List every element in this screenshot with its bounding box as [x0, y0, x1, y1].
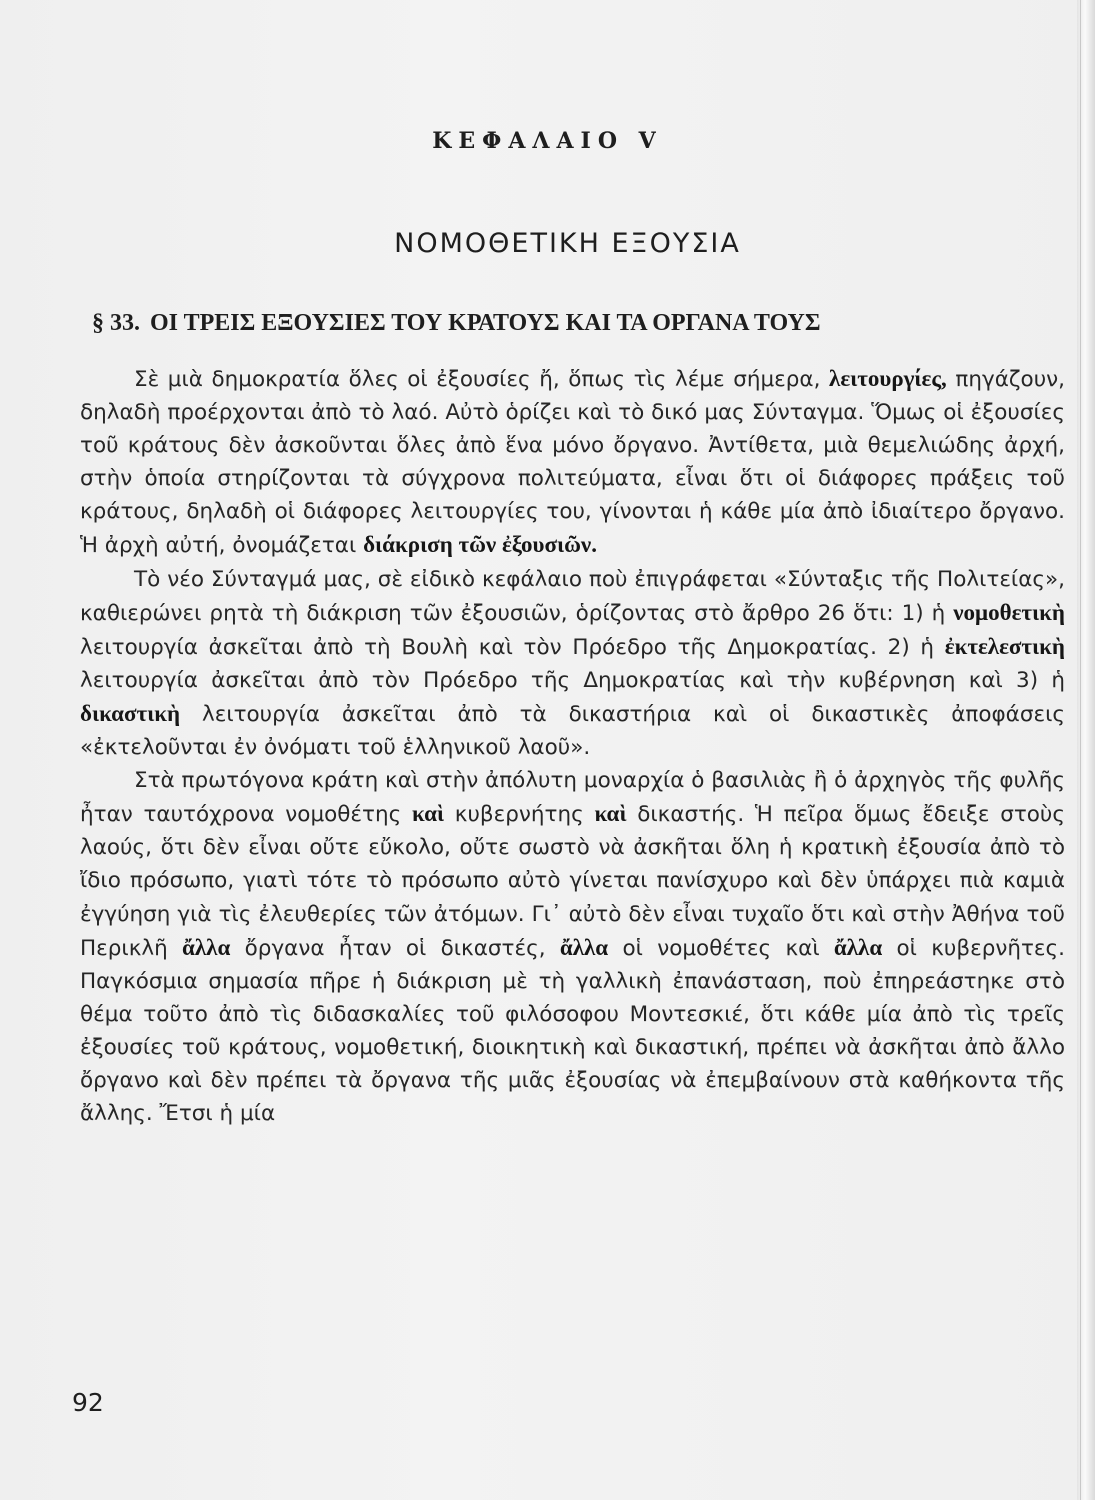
term-leitourgies: λειτουργίες, [829, 366, 947, 391]
paragraph-3-text-4: ὄργανα ἦταν οἱ δικαστές, [230, 935, 560, 961]
paragraph-2-text-1: Τὸ νέο Σύνταγμά μας, σὲ εἰδικὸ κεφάλαιο ποὺ ἐπιγράφεται «Σύνταξις τῆς Πολιτείας», καθιερώνει ρητὰ τὴ διάκριση τῶν ἐξουσιῶν, ὁρίζοντας στὸ ἄρθρο 26 ὅτι: 1) ἡ [80, 566, 1065, 626]
paragraph-3-text-6: οἱ κυβερνῆτες. Παγκόσμια σημασία πῆρε ἡ διάκριση μὲ τὴ γαλλικὴ ἐπανάσταση, ποὺ ἐπηρεάστηκε στὸ θέμα τοῦτο ἀπὸ τὶς διδασκαλίες τοῦ φιλόσοφου Μοντεσκιέ, ὅτι κάθε μία ἀπὸ τὶς τρεῖς ἐξουσίες τοῦ κράτους, νομοθετική, διοικητικὴ καὶ δικαστική, πρέπει νὰ ἀσκῆται ἀπὸ ἄλλο ὄργανο καὶ δὲν πρέπει τὰ ὄργανα τῆς μιᾶς ἐξουσίας νὰ ἐπεμβαίνουν στὰ καθήκοντα τῆς ἄλλης. Ἔτσι ἡ μία [80, 935, 1065, 1127]
term-nomothetiki: νομοθετικὴ [953, 599, 1065, 625]
paragraph-3-text-5: οἱ νομοθέτες καὶ [608, 935, 834, 961]
term-dikastiki: δικαστικὴ [80, 700, 181, 726]
body-text [80, 362, 1065, 1130]
term-ektelestiki: ἐκτελεστικὴ [944, 633, 1065, 659]
term-diakrisi-exousion: διάκριση τῶν ἐξουσιῶν. [363, 532, 597, 558]
term-kai-1: καὶ [411, 801, 445, 827]
term-alla-1: ἄλλα [182, 934, 231, 960]
paragraph-2 [80, 563, 1065, 765]
chapter-title: ΝΟΜΟΘΕΤΙΚΗ ΕΞΟΥΣΙΑ [394, 228, 741, 259]
paragraph-1-text-2: πηγάζουν, δηλαδὴ προέρχονται ἀπὸ τὸ λαό. Αὐτὸ ὁρίζει καὶ τὸ δικό μας Σύνταγμα. Ὅμως οἱ ἐξουσίες τοῦ κράτους δὲν ἀσκοῦνται ὅλες ἀπὸ ἕνα μόνο ὄργανο. Ἀντίθετα, μιὰ θεμελιώδης ἀρχή, στὴν ὁποία στηρίζονται τὰ σύγχρονα πολιτεύματα, εἶναι ὅτι οἱ διάφορες πράξεις τοῦ κράτους, δηλαδὴ οἱ διάφορες λειτουργίες του, γίνονται ἡ κάθε μία ἀπὸ ἰδιαίτερο ὄργανο. Ἡ ἀρχὴ αὐτή, ὀνομάζεται [80, 367, 1065, 559]
section-number: § 33. [92, 310, 140, 336]
term-alla-3: ἄλλα [833, 934, 883, 960]
section-title: ΟΙ ΤΡΕΙΣ ΕΞΟΥΣΙΕΣ ΤΟΥ ΚΡΑΤΟΥΣ ΚΑΙ ΤΑ ΟΡΓΑΝΑ ΤΟΥΣ [150, 310, 821, 336]
paragraph-3-text-2: κυβερνήτης [444, 802, 595, 828]
term-alla-2: ἄλλα [559, 934, 609, 960]
paragraph-1 [80, 362, 1065, 563]
paragraph-3-text-1: Στὰ πρωτόγονα κράτη καὶ στὴν ἀπόλυτη μοναρχία ὁ βασιλιὰς ἢ ὁ ἀρχηγὸς τῆς φυλῆς ἦταν ταυτόχρονα νομοθέτης [80, 768, 1065, 828]
binding-edge-line [1080, 0, 1081, 1500]
paragraph-1-text-1: Σὲ μιὰ δημοκρατία ὅλες οἱ ἐξουσίες ἤ, ὅπως τὶς λέμε σήμερα, [134, 367, 830, 392]
paragraph-3 [80, 764, 1065, 1130]
section-heading [92, 310, 1012, 337]
paragraph-2-text-3: λειτουργία ἀσκεῖται ἀπὸ τὸν Πρόεδρο τῆς Δημοκρατίας καὶ τὴν κυβέρνηση καὶ 3) ἡ [80, 667, 1065, 693]
paragraph-2-text-4: λειτουργία ἀσκεῖται ἀπὸ τὰ δικαστήρια καὶ οἱ δικαστικὲς ἀποφάσεις «ἐκτελοῦνται ἐν ὀνόματι τοῦ ἑλληνικοῦ λαοῦ». [80, 701, 1065, 761]
chapter-label: ΚΕΦΑΛΑΙΟ V [432, 128, 663, 154]
term-kai-2: καὶ [594, 801, 627, 827]
page-number: 92 [72, 1388, 104, 1417]
paragraph-3-text-3: δικαστής. Ἡ πεῖρα ὅμως ἔδειξε στοὺς λαούς, ὅτι δὲν εἶναι οὔτε εὔκολο, οὔτε σωστὸ νὰ ἀσκῆται ὅλη ἡ κρατικὴ ἐξουσία ἀπὸ τὸ ἴδιο πρόσωπο, γιατὶ τότε τὸ πρόσωπο αὐτὸ γίνεται πανίσχυρο καὶ δὲν ὑπάρχει πιὰ καμιὰ ἐγγύηση γιὰ τὶς ἐλευθερίες τῶν ἀτόμων. Γι᾿ αὐτὸ δὲν εἶναι τυχαῖο ὅτι καὶ στὴν Ἀθήνα τοῦ Περικλῆ [80, 802, 1065, 961]
paragraph-2-text-2: λειτουργία ἀσκεῖται ἀπὸ τὴ Βουλὴ καὶ τὸν Πρόεδρο τῆς Δημοκρατίας. 2) ἡ [80, 634, 945, 660]
